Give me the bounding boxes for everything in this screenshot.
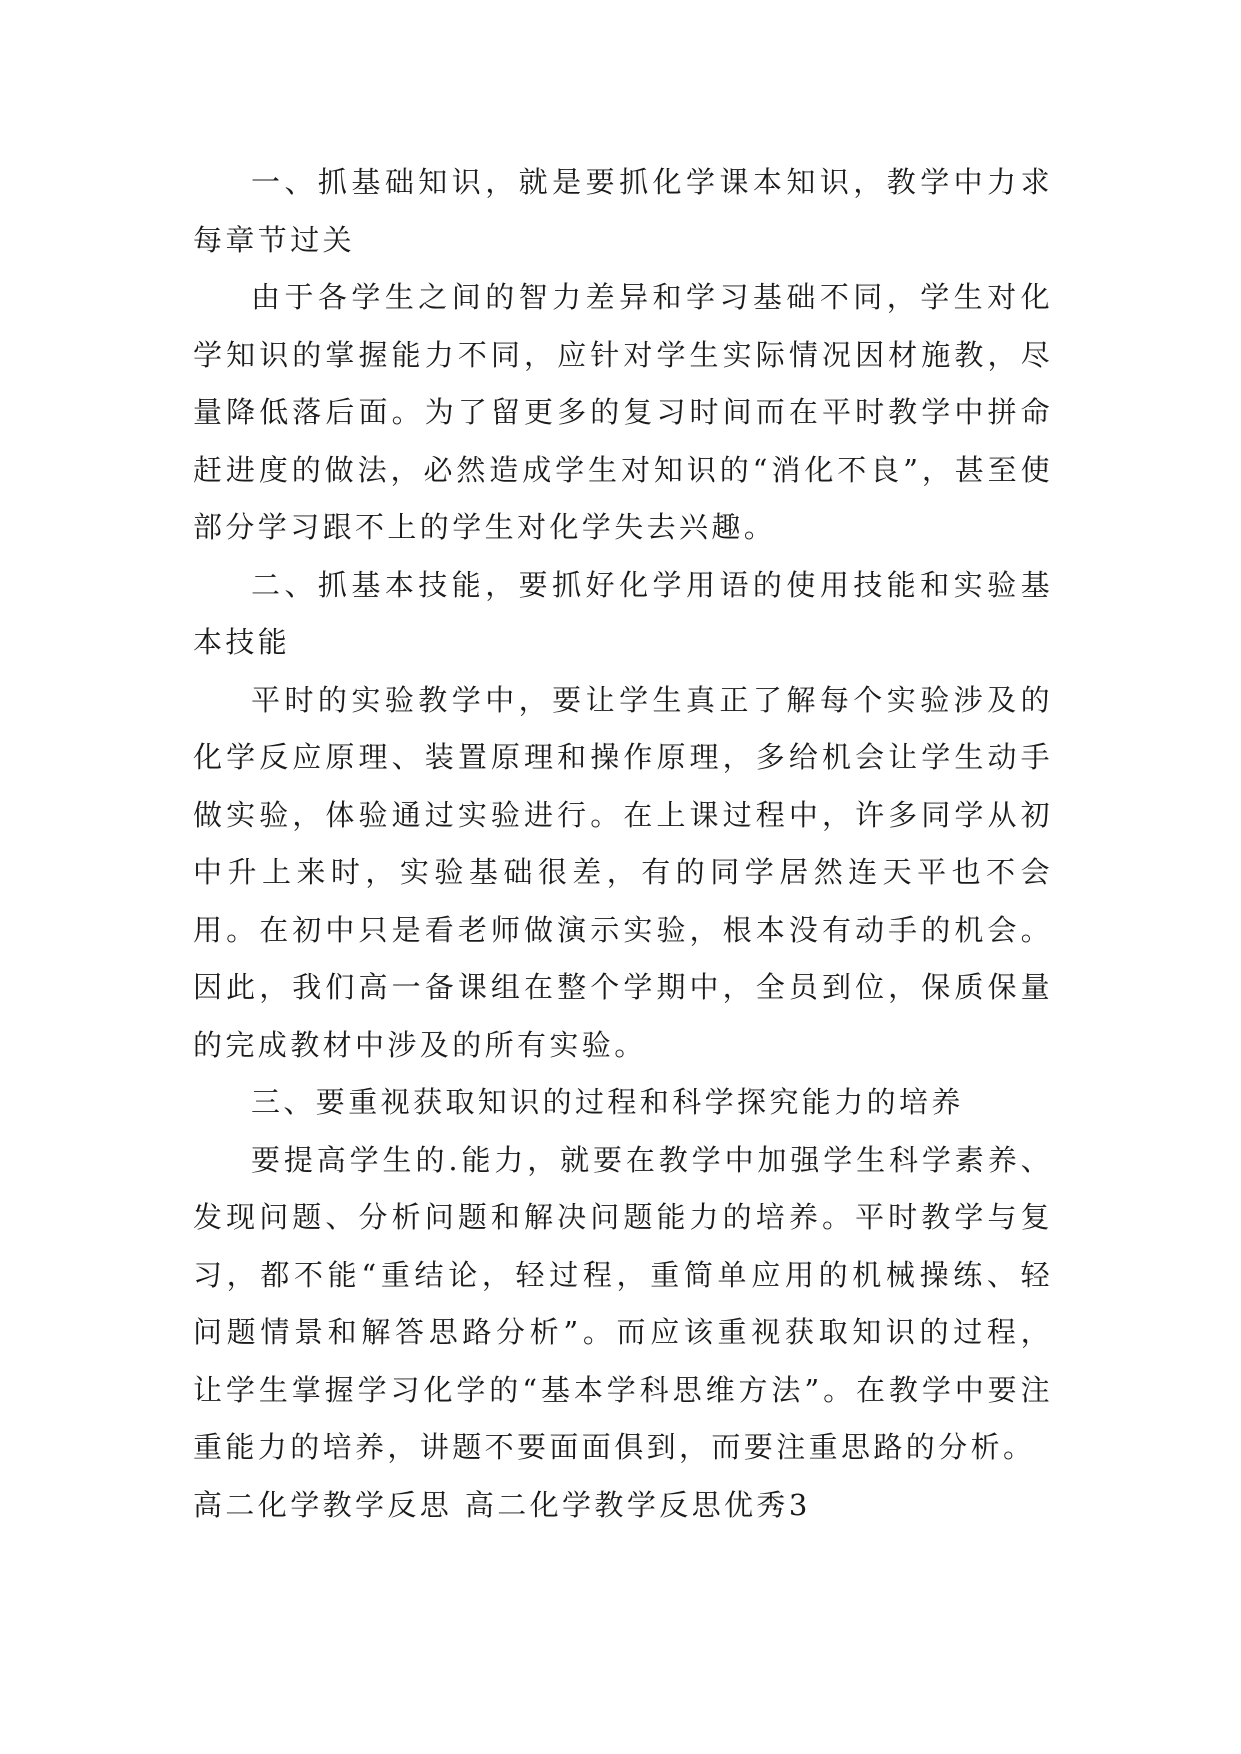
heading-basic-knowledge: 一、抓基础知识，就是要抓化学课本知识，教学中力求每章节过关: [193, 165, 1053, 257]
closing-title-line: 高二化学教学反思 高二化学教学反思优秀3: [193, 1487, 811, 1522]
document-body: [193, 154, 1053, 1534]
heading-basic-skills: 二、抓基本技能，要抓好化学用语的使用技能和实验基本技能: [193, 567, 1053, 659]
paragraph-knowledge-process: 要提高学生的.能力，就要在教学中加强学生科学素养、发现问题、分析问题和解决问题能力的培养。平时教学与复习，都不能“重结论，轻过程，重简单应用的机械操练、轻问题情景和解答思路分析”。而应该重视获取知识的过程，让学生掌握学习化学的“基本学科思维方法”。在教学中要注重能力的培养，讲题不要面面俱到，而要注重思路的分析。: [193, 1142, 1053, 1464]
paragraph-basic-skills: 平时的实验教学中，要让学生真正了解每个实验涉及的化学反应原理、装置原理和操作原理，多给机会让学生动手做实验，体验通过实验进行。在上课过程中，许多同学从初中升上来时，实验基础很差，有的同学居然连天平也不会用。在初中只是看老师做演示实验，根本没有动手的机会。因此，我们高一备课组在整个学期中，全员到位，保质保量的完成教材中涉及的所有实验。: [193, 682, 1053, 1062]
paragraph-basic-knowledge: 由于各学生之间的智力差异和学习基础不同，学生对化学知识的掌握能力不同，应针对学生实际情况因材施教，尽量降低落后面。为了留更多的复习时间而在平时教学中拼命赶进度的做法，必然造成学生对知识的“消化不良”，甚至使部分学习跟不上的学生对化学失去兴趣。: [193, 280, 1053, 544]
heading-knowledge-process: 三、要重视获取知识的过程和科学探究能力的培养: [251, 1085, 964, 1119]
